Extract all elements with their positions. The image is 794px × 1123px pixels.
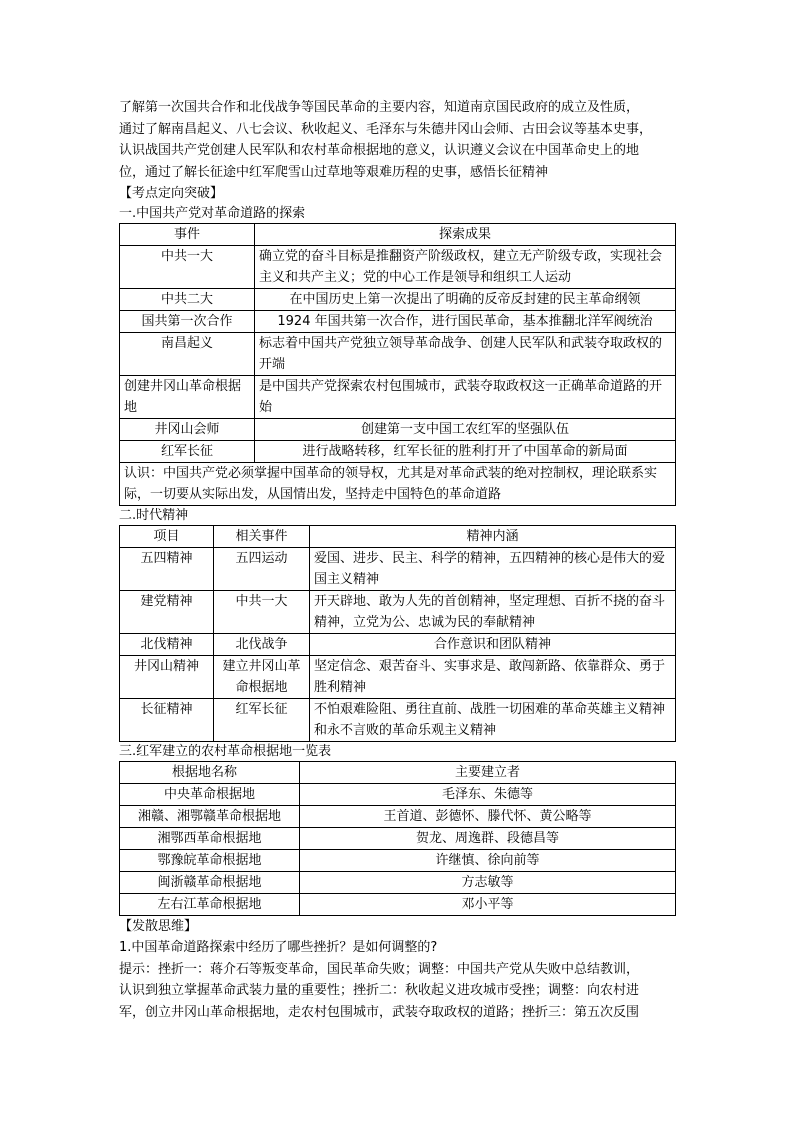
cell-meaning: 爱国、进步、民主、科学的精神，五四精神的核心是伟大的爱国主义精神 (310, 548, 676, 591)
cell-item: 长征精神 (120, 699, 214, 742)
cell-event: 建立井冈山革命根据地 (214, 656, 310, 699)
cell-founder: 方志敏等 (300, 872, 676, 894)
table-row (120, 333, 676, 376)
cell-result: 确立党的奋斗目标是推翻资产阶级政权，建立无产阶级专政，实现社会主义和共产主义；党的中心工作是领导和组织工人运动 (255, 246, 676, 289)
cell-meaning: 合作意识和团队精神 (310, 634, 676, 656)
table-base-areas (119, 761, 676, 916)
cell-meaning: 坚定信念、艰苦奋斗、实事求是、敢闯新路、依靠群众、勇于胜利精神 (310, 656, 676, 699)
question-text: 1.中国革命道路探索中经历了哪些挫折？是如何调整的? (119, 940, 438, 955)
cell-event: 中共一大 (214, 591, 310, 634)
answer-line: 提示：挫折一：蒋介石等叛变革命，国民革命失败；调整：中国共产党从失败中总结教训， (119, 961, 640, 977)
cell-result: 在中国历史上第一次提出了明确的反帝反封建的民主革命纲领 (255, 289, 676, 311)
cell-item: 北伐精神 (120, 634, 214, 656)
table-row (120, 376, 676, 419)
cell-meaning: 开天辟地、敢为人先的首创精神，坚定理想、百折不挠的奋斗精神，立党为公、忠诚为民的奉献精神 (310, 591, 676, 634)
cell-base: 中央革命根据地 (120, 784, 300, 806)
cell-event: 国共第一次合作 (120, 311, 255, 333)
table-row (120, 656, 676, 699)
document-page (119, 97, 675, 1023)
cell-event: 创建井冈山革命根据地 (120, 376, 255, 419)
cell-item: 五四精神 (120, 548, 214, 591)
answer-paragraph (119, 959, 675, 1024)
header-founder: 主要建立者 (300, 762, 676, 784)
answer-line: 军，创立井冈山革命根据地，走农村包围城市，武装夺取政权的道路；挫折三：第五次反围 (119, 1004, 640, 1020)
table-row (120, 591, 676, 634)
table3-title: 三.红军建立的农村革命根据地一览表 (119, 744, 332, 759)
table2-title: 二.时代精神 (119, 508, 189, 523)
table-header-row (120, 762, 676, 784)
table-header-row (120, 224, 676, 246)
cell-base: 左右江革命根据地 (120, 894, 300, 916)
cell-result: 进行战略转移，红军长征的胜利打开了中国革命的新局面 (255, 441, 676, 463)
table-era-spirit (119, 525, 676, 742)
cell-result: 是中国共产党探索农村包围城市，武装夺取政权这一正确革命道路的开始 (255, 376, 676, 419)
cell-result: 1924 年国共第一次合作，进行国民革命，基本推翻北洋军阀统治 (255, 311, 676, 333)
cell-event: 红军长征 (214, 699, 310, 742)
table-row (120, 311, 676, 333)
intro-line: 认识战国共产党创建人民军队和农村革命根据地的意义，认识遵义会议在中国革命史上的地 (119, 143, 640, 158)
table-row (120, 699, 676, 742)
cell-result: 标志着中国共产党独立领导革命战争、创建人民军队和武装夺取政权的开端 (255, 333, 676, 376)
cell-event: 中共二大 (120, 289, 255, 311)
table-row (120, 894, 676, 916)
table-revolution-path (119, 223, 676, 506)
table-row (120, 246, 676, 289)
cell-event: 北伐战争 (214, 634, 310, 656)
cell-meaning: 不怕艰难险阻、勇往直前、战胜一切困难的革命英雄主义精神和永不言败的革命乐观主义精神 (310, 699, 676, 742)
table1-title: 一.中国共产党对革命道路的探索 (119, 206, 306, 221)
cell-event: 五四运动 (214, 548, 310, 591)
cell-founder: 毛泽东、朱德等 (300, 784, 676, 806)
cell-event: 井冈山会师 (120, 419, 255, 441)
cell-event: 南昌起义 (120, 333, 255, 376)
cell-base: 湘赣、湘鄂赣革命根据地 (120, 806, 300, 828)
table-row (120, 784, 676, 806)
cell-event: 红军长征 (120, 441, 255, 463)
cell-founder: 邓小平等 (300, 894, 676, 916)
table-row (120, 419, 676, 441)
header-base: 根据地名称 (120, 762, 300, 784)
table-header-row (120, 526, 676, 548)
answer-line: 认识到独立掌握革命武装力量的重要性；挫折二：秋收起义进攻城市受挫；调整：向农村进 (119, 983, 640, 998)
cell-base: 闽浙赣革命根据地 (120, 872, 300, 894)
header-result: 探索成果 (255, 224, 676, 246)
cell-founder: 贺龙、周逸群、段德昌等 (300, 828, 676, 850)
header-event: 事件 (120, 224, 255, 246)
table-row (120, 289, 676, 311)
header-item: 项目 (120, 526, 214, 548)
table-row (120, 828, 676, 850)
section-heading-fasan: 【发散思维】 (119, 919, 198, 934)
cell-base: 湘鄂西革命根据地 (120, 828, 300, 850)
intro-line: 位，通过了解长征途中红军爬雪山过草地等艰难历程的史事，感悟长征精神 (119, 164, 549, 180)
cell-item: 井冈山精神 (120, 656, 214, 699)
cell-event: 中共一大 (120, 246, 255, 289)
cell-result: 创建第一支中国工农红军的坚强队伍 (255, 419, 676, 441)
header-event: 相关事件 (214, 526, 310, 548)
cell-item: 建党精神 (120, 591, 214, 634)
cell-founder: 王首道、彭德怀、滕代怀、黄公略等 (300, 806, 676, 828)
table-row (120, 634, 676, 656)
intro-line: 了解第一次国共合作和北伐战争等国民革命的主要内容，知道南京国民政府的成立及性质， (119, 100, 640, 115)
table-row (120, 548, 676, 591)
intro-line: 通过了解南昌起义、八七会议、秋收起义、毛泽东与朱德井冈山会师、古田会议等基本史事， (119, 121, 653, 137)
table-row (120, 850, 676, 872)
table-note-row (120, 463, 676, 506)
section-heading-kaodian: 【考点定向突破】 (119, 186, 224, 201)
cell-note: 认识：中国共产党必须掌握中国革命的领导权，尤其是对革命武装的绝对控制权，理论联系实际，一切要从实际出发，从国情出发，坚持走中国特色的革命道路 (120, 463, 676, 506)
table-row (120, 872, 676, 894)
header-meaning: 精神内涵 (310, 526, 676, 548)
cell-base: 鄂豫皖革命根据地 (120, 850, 300, 872)
cell-founder: 许继慎、徐向前等 (300, 850, 676, 872)
intro-paragraph (119, 97, 675, 183)
table-row (120, 441, 676, 463)
table-row (120, 806, 676, 828)
